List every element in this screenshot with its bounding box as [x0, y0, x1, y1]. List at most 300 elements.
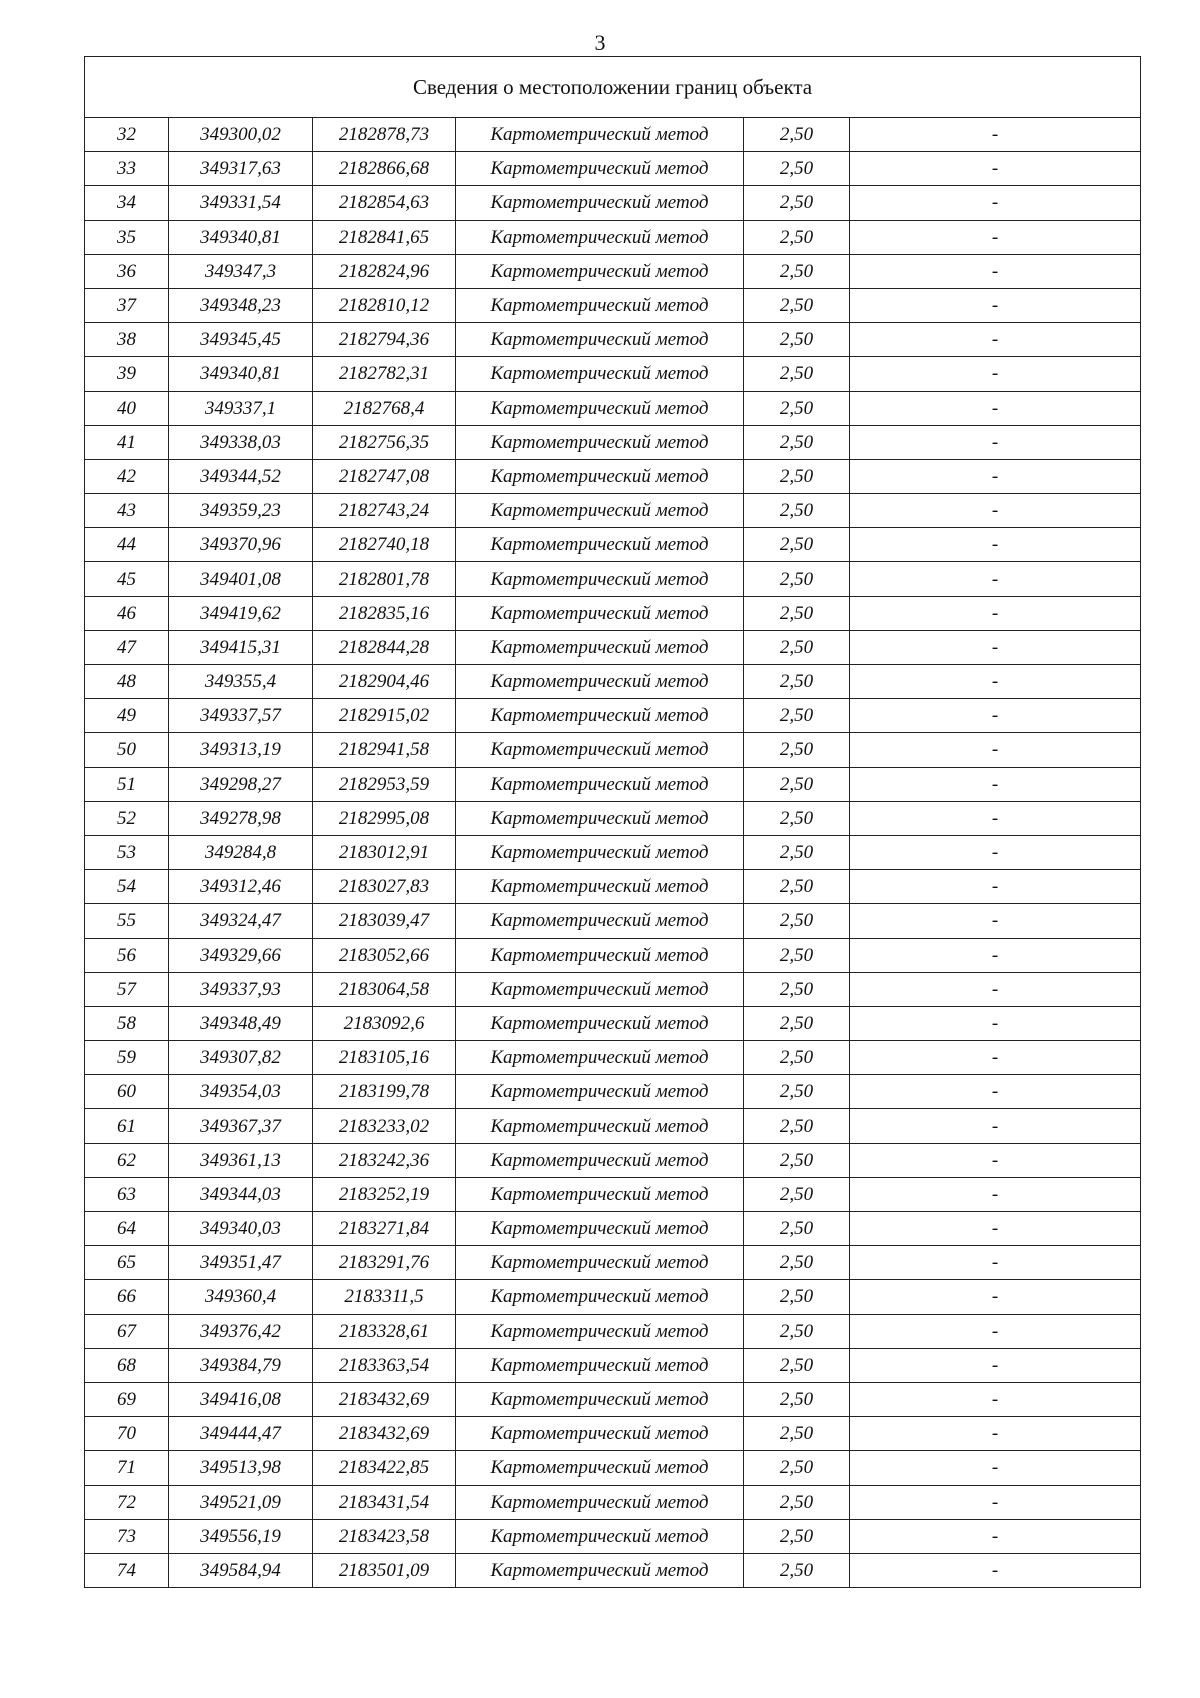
point-number-cell: 72 [85, 1485, 169, 1519]
x-coordinate-cell: 349351,47 [169, 1246, 313, 1280]
table-row [85, 1485, 1141, 1519]
table-row [85, 357, 1141, 391]
accuracy-cell: 2,50 [744, 357, 850, 391]
point-number-cell: 66 [85, 1280, 169, 1314]
y-coordinate-cell: 2183242,36 [313, 1143, 456, 1177]
x-coordinate-cell: 349401,08 [169, 562, 313, 596]
table-row [85, 1280, 1141, 1314]
accuracy-cell: 2,50 [744, 1348, 850, 1382]
y-coordinate-cell: 2182953,59 [313, 767, 456, 801]
table-row [85, 288, 1141, 322]
table-row [85, 459, 1141, 493]
point-number-cell: 54 [85, 870, 169, 904]
point-number-cell: 40 [85, 391, 169, 425]
accuracy-cell: 2,50 [744, 835, 850, 869]
description-cell: - [850, 459, 1141, 493]
accuracy-cell: 2,50 [744, 562, 850, 596]
accuracy-cell: 2,50 [744, 801, 850, 835]
table-row [85, 494, 1141, 528]
method-cell: Картометрический метод [456, 733, 744, 767]
y-coordinate-cell: 2183012,91 [313, 835, 456, 869]
y-coordinate-cell: 2183328,61 [313, 1314, 456, 1348]
description-cell: - [850, 391, 1141, 425]
description-cell: - [850, 528, 1141, 562]
accuracy-cell: 2,50 [744, 425, 850, 459]
x-coordinate-cell: 349416,08 [169, 1382, 313, 1416]
description-cell: - [850, 1177, 1141, 1211]
y-coordinate-cell: 2182743,24 [313, 494, 456, 528]
y-coordinate-cell: 2183233,02 [313, 1109, 456, 1143]
description-cell: - [850, 1041, 1141, 1075]
point-number-cell: 33 [85, 152, 169, 186]
table-row [85, 1348, 1141, 1382]
x-coordinate-cell: 349278,98 [169, 801, 313, 835]
description-cell: - [850, 596, 1141, 630]
page-number: 3 [594, 30, 606, 55]
x-coordinate-cell: 349340,03 [169, 1212, 313, 1246]
description-cell: - [850, 1109, 1141, 1143]
point-number-cell: 46 [85, 596, 169, 630]
description-cell: - [850, 870, 1141, 904]
point-number-cell: 73 [85, 1519, 169, 1553]
table-row [85, 665, 1141, 699]
y-coordinate-cell: 2182794,36 [313, 323, 456, 357]
table-row [85, 1006, 1141, 1040]
method-cell: Картометрический метод [456, 1246, 744, 1280]
accuracy-cell: 2,50 [744, 1314, 850, 1348]
y-coordinate-cell: 2183105,16 [313, 1041, 456, 1075]
x-coordinate-cell: 349376,42 [169, 1314, 313, 1348]
point-number-cell: 74 [85, 1553, 169, 1587]
y-coordinate-cell: 2182782,31 [313, 357, 456, 391]
accuracy-cell: 2,50 [744, 1177, 850, 1211]
table-row [85, 1553, 1141, 1587]
table-row [85, 904, 1141, 938]
accuracy-cell: 2,50 [744, 1246, 850, 1280]
x-coordinate-cell: 349344,52 [169, 459, 313, 493]
x-coordinate-cell: 349300,02 [169, 118, 313, 152]
description-cell: - [850, 1348, 1141, 1382]
method-cell: Картометрический метод [456, 801, 744, 835]
accuracy-cell: 2,50 [744, 733, 850, 767]
accuracy-cell: 2,50 [744, 1553, 850, 1587]
y-coordinate-cell: 2182844,28 [313, 630, 456, 664]
method-cell: Картометрический метод [456, 1041, 744, 1075]
method-cell: Картометрический метод [456, 459, 744, 493]
y-coordinate-cell: 2183199,78 [313, 1075, 456, 1109]
y-coordinate-cell: 2182810,12 [313, 288, 456, 322]
description-cell: - [850, 835, 1141, 869]
description-cell: - [850, 254, 1141, 288]
description-cell: - [850, 118, 1141, 152]
x-coordinate-cell: 349340,81 [169, 357, 313, 391]
x-coordinate-cell: 349419,62 [169, 596, 313, 630]
description-cell: - [850, 425, 1141, 459]
description-cell: - [850, 323, 1141, 357]
description-cell: - [850, 1006, 1141, 1040]
table-row [85, 220, 1141, 254]
point-number-cell: 63 [85, 1177, 169, 1211]
point-number-cell: 61 [85, 1109, 169, 1143]
point-number-cell: 53 [85, 835, 169, 869]
table-row [85, 938, 1141, 972]
point-number-cell: 65 [85, 1246, 169, 1280]
y-coordinate-cell: 2182801,78 [313, 562, 456, 596]
y-coordinate-cell: 2183311,5 [313, 1280, 456, 1314]
table-row [85, 425, 1141, 459]
method-cell: Картометрический метод [456, 1382, 744, 1416]
point-number-cell: 32 [85, 118, 169, 152]
y-coordinate-cell: 2183423,58 [313, 1519, 456, 1553]
x-coordinate-cell: 349348,23 [169, 288, 313, 322]
y-coordinate-cell: 2182866,68 [313, 152, 456, 186]
y-coordinate-cell: 2182941,58 [313, 733, 456, 767]
accuracy-cell: 2,50 [744, 1109, 850, 1143]
method-cell: Картометрический метод [456, 220, 744, 254]
table-row [85, 733, 1141, 767]
table-row [85, 323, 1141, 357]
point-number-cell: 50 [85, 733, 169, 767]
y-coordinate-cell: 2183422,85 [313, 1451, 456, 1485]
x-coordinate-cell: 349337,57 [169, 699, 313, 733]
table-row [85, 152, 1141, 186]
y-coordinate-cell: 2183363,54 [313, 1348, 456, 1382]
table-row [85, 801, 1141, 835]
x-coordinate-cell: 349359,23 [169, 494, 313, 528]
accuracy-cell: 2,50 [744, 459, 850, 493]
x-coordinate-cell: 349415,31 [169, 630, 313, 664]
method-cell: Картометрический метод [456, 528, 744, 562]
description-cell: - [850, 1519, 1141, 1553]
point-number-cell: 48 [85, 665, 169, 699]
x-coordinate-cell: 349367,37 [169, 1109, 313, 1143]
description-cell: - [850, 1314, 1141, 1348]
method-cell: Картометрический метод [456, 596, 744, 630]
x-coordinate-cell: 349513,98 [169, 1451, 313, 1485]
table-row [85, 391, 1141, 425]
table-row [85, 1417, 1141, 1451]
method-cell: Картометрический метод [456, 1451, 744, 1485]
y-coordinate-cell: 2183252,19 [313, 1177, 456, 1211]
description-cell: - [850, 904, 1141, 938]
method-cell: Картометрический метод [456, 767, 744, 801]
accuracy-cell: 2,50 [744, 767, 850, 801]
method-cell: Картометрический метод [456, 1006, 744, 1040]
description-cell: - [850, 1246, 1141, 1280]
accuracy-cell: 2,50 [744, 630, 850, 664]
table-row [85, 1109, 1141, 1143]
y-coordinate-cell: 2183271,84 [313, 1212, 456, 1246]
description-cell: - [850, 357, 1141, 391]
y-coordinate-cell: 2183432,69 [313, 1417, 456, 1451]
description-cell: - [850, 1553, 1141, 1587]
method-cell: Картометрический метод [456, 1109, 744, 1143]
point-number-cell: 62 [85, 1143, 169, 1177]
x-coordinate-cell: 349338,03 [169, 425, 313, 459]
accuracy-cell: 2,50 [744, 1382, 850, 1416]
table-row [85, 254, 1141, 288]
accuracy-cell: 2,50 [744, 904, 850, 938]
x-coordinate-cell: 349337,93 [169, 972, 313, 1006]
description-cell: - [850, 186, 1141, 220]
description-cell: - [850, 1075, 1141, 1109]
method-cell: Картометрический метод [456, 288, 744, 322]
description-cell: - [850, 562, 1141, 596]
description-cell: - [850, 938, 1141, 972]
y-coordinate-cell: 2182756,35 [313, 425, 456, 459]
x-coordinate-cell: 349355,4 [169, 665, 313, 699]
point-number-cell: 71 [85, 1451, 169, 1485]
x-coordinate-cell: 349370,96 [169, 528, 313, 562]
point-number-cell: 34 [85, 186, 169, 220]
point-number-cell: 52 [85, 801, 169, 835]
point-number-cell: 70 [85, 1417, 169, 1451]
accuracy-cell: 2,50 [744, 1519, 850, 1553]
table-row [85, 630, 1141, 664]
description-cell: - [850, 665, 1141, 699]
description-cell: - [850, 1143, 1141, 1177]
accuracy-cell: 2,50 [744, 870, 850, 904]
method-cell: Картометрический метод [456, 152, 744, 186]
point-number-cell: 69 [85, 1382, 169, 1416]
y-coordinate-cell: 2183092,6 [313, 1006, 456, 1040]
description-cell: - [850, 1212, 1141, 1246]
method-cell: Картометрический метод [456, 186, 744, 220]
table-row [85, 1519, 1141, 1553]
table-row [85, 186, 1141, 220]
y-coordinate-cell: 2182768,4 [313, 391, 456, 425]
y-coordinate-cell: 2183039,47 [313, 904, 456, 938]
x-coordinate-cell: 349444,47 [169, 1417, 313, 1451]
method-cell: Картометрический метод [456, 118, 744, 152]
x-coordinate-cell: 349584,94 [169, 1553, 313, 1587]
method-cell: Картометрический метод [456, 1314, 744, 1348]
method-cell: Картометрический метод [456, 1280, 744, 1314]
method-cell: Картометрический метод [456, 562, 744, 596]
x-coordinate-cell: 349329,66 [169, 938, 313, 972]
accuracy-cell: 2,50 [744, 288, 850, 322]
point-number-cell: 37 [85, 288, 169, 322]
method-cell: Картометрический метод [456, 699, 744, 733]
table-row [85, 1451, 1141, 1485]
method-cell: Картометрический метод [456, 1143, 744, 1177]
y-coordinate-cell: 2182747,08 [313, 459, 456, 493]
accuracy-cell: 2,50 [744, 528, 850, 562]
point-number-cell: 59 [85, 1041, 169, 1075]
description-cell: - [850, 1417, 1141, 1451]
point-number-cell: 56 [85, 938, 169, 972]
table-row [85, 835, 1141, 869]
point-number-cell: 67 [85, 1314, 169, 1348]
description-cell: - [850, 630, 1141, 664]
accuracy-cell: 2,50 [744, 1485, 850, 1519]
x-coordinate-cell: 349384,79 [169, 1348, 313, 1382]
point-number-cell: 49 [85, 699, 169, 733]
table-row [85, 528, 1141, 562]
point-number-cell: 43 [85, 494, 169, 528]
method-cell: Картометрический метод [456, 972, 744, 1006]
method-cell: Картометрический метод [456, 391, 744, 425]
accuracy-cell: 2,50 [744, 1041, 850, 1075]
x-coordinate-cell: 349324,47 [169, 904, 313, 938]
accuracy-cell: 2,50 [744, 323, 850, 357]
x-coordinate-cell: 349331,54 [169, 186, 313, 220]
boundary-coordinates-table [84, 56, 1141, 1588]
method-cell: Картометрический метод [456, 494, 744, 528]
accuracy-cell: 2,50 [744, 1451, 850, 1485]
description-cell: - [850, 1485, 1141, 1519]
point-number-cell: 57 [85, 972, 169, 1006]
point-number-cell: 39 [85, 357, 169, 391]
description-cell: - [850, 288, 1141, 322]
y-coordinate-cell: 2182841,65 [313, 220, 456, 254]
table-title: Сведения о местоположении границ объекта [85, 57, 1141, 118]
table-row [85, 1177, 1141, 1211]
table-row [85, 699, 1141, 733]
method-cell: Картометрический метод [456, 835, 744, 869]
accuracy-cell: 2,50 [744, 152, 850, 186]
point-number-cell: 64 [85, 1212, 169, 1246]
description-cell: - [850, 1451, 1141, 1485]
y-coordinate-cell: 2183432,69 [313, 1382, 456, 1416]
method-cell: Картометрический метод [456, 254, 744, 288]
y-coordinate-cell: 2182878,73 [313, 118, 456, 152]
x-coordinate-cell: 349340,81 [169, 220, 313, 254]
description-cell: - [850, 801, 1141, 835]
method-cell: Картометрический метод [456, 1485, 744, 1519]
point-number-cell: 68 [85, 1348, 169, 1382]
y-coordinate-cell: 2183064,58 [313, 972, 456, 1006]
point-number-cell: 44 [85, 528, 169, 562]
accuracy-cell: 2,50 [744, 186, 850, 220]
method-cell: Картометрический метод [456, 1177, 744, 1211]
y-coordinate-cell: 2182854,63 [313, 186, 456, 220]
accuracy-cell: 2,50 [744, 1075, 850, 1109]
x-coordinate-cell: 349521,09 [169, 1485, 313, 1519]
method-cell: Картометрический метод [456, 665, 744, 699]
x-coordinate-cell: 349556,19 [169, 1519, 313, 1553]
x-coordinate-cell: 349317,63 [169, 152, 313, 186]
x-coordinate-cell: 349361,13 [169, 1143, 313, 1177]
x-coordinate-cell: 349307,82 [169, 1041, 313, 1075]
description-cell: - [850, 699, 1141, 733]
x-coordinate-cell: 349345,45 [169, 323, 313, 357]
accuracy-cell: 2,50 [744, 972, 850, 1006]
accuracy-cell: 2,50 [744, 391, 850, 425]
table-row [85, 1075, 1141, 1109]
point-number-cell: 51 [85, 767, 169, 801]
y-coordinate-cell: 2182915,02 [313, 699, 456, 733]
accuracy-cell: 2,50 [744, 1280, 850, 1314]
y-coordinate-cell: 2182835,16 [313, 596, 456, 630]
x-coordinate-cell: 349313,19 [169, 733, 313, 767]
accuracy-cell: 2,50 [744, 118, 850, 152]
accuracy-cell: 2,50 [744, 1143, 850, 1177]
method-cell: Картометрический метод [456, 1519, 744, 1553]
description-cell: - [850, 220, 1141, 254]
table-row [85, 870, 1141, 904]
accuracy-cell: 2,50 [744, 254, 850, 288]
table-header-row [85, 57, 1141, 118]
description-cell: - [850, 1382, 1141, 1416]
y-coordinate-cell: 2183027,83 [313, 870, 456, 904]
table-row [85, 1382, 1141, 1416]
table-row [85, 972, 1141, 1006]
point-number-cell: 36 [85, 254, 169, 288]
method-cell: Картометрический метод [456, 630, 744, 664]
accuracy-cell: 2,50 [744, 699, 850, 733]
x-coordinate-cell: 349354,03 [169, 1075, 313, 1109]
y-coordinate-cell: 2182740,18 [313, 528, 456, 562]
method-cell: Картометрический метод [456, 357, 744, 391]
accuracy-cell: 2,50 [744, 665, 850, 699]
table-row [85, 118, 1141, 152]
method-cell: Картометрический метод [456, 938, 744, 972]
accuracy-cell: 2,50 [744, 1212, 850, 1246]
point-number-cell: 41 [85, 425, 169, 459]
y-coordinate-cell: 2183052,66 [313, 938, 456, 972]
point-number-cell: 58 [85, 1006, 169, 1040]
method-cell: Картометрический метод [456, 1348, 744, 1382]
table-row [85, 596, 1141, 630]
accuracy-cell: 2,50 [744, 1006, 850, 1040]
y-coordinate-cell: 2182995,08 [313, 801, 456, 835]
accuracy-cell: 2,50 [744, 596, 850, 630]
y-coordinate-cell: 2182904,46 [313, 665, 456, 699]
y-coordinate-cell: 2182824,96 [313, 254, 456, 288]
table-row [85, 1212, 1141, 1246]
x-coordinate-cell: 349298,27 [169, 767, 313, 801]
point-number-cell: 55 [85, 904, 169, 938]
description-cell: - [850, 733, 1141, 767]
x-coordinate-cell: 349348,49 [169, 1006, 313, 1040]
description-cell: - [850, 152, 1141, 186]
method-cell: Картометрический метод [456, 870, 744, 904]
accuracy-cell: 2,50 [744, 494, 850, 528]
point-number-cell: 45 [85, 562, 169, 596]
y-coordinate-cell: 2183431,54 [313, 1485, 456, 1519]
table-row [85, 767, 1141, 801]
table-row [85, 1041, 1141, 1075]
point-number-cell: 38 [85, 323, 169, 357]
method-cell: Картометрический метод [456, 1553, 744, 1587]
x-coordinate-cell: 349284,8 [169, 835, 313, 869]
y-coordinate-cell: 2183501,09 [313, 1553, 456, 1587]
method-cell: Картометрический метод [456, 1212, 744, 1246]
point-number-cell: 42 [85, 459, 169, 493]
x-coordinate-cell: 349337,1 [169, 391, 313, 425]
description-cell: - [850, 1280, 1141, 1314]
x-coordinate-cell: 349344,03 [169, 1177, 313, 1211]
y-coordinate-cell: 2183291,76 [313, 1246, 456, 1280]
table-row [85, 1314, 1141, 1348]
method-cell: Картометрический метод [456, 1075, 744, 1109]
accuracy-cell: 2,50 [744, 220, 850, 254]
description-cell: - [850, 972, 1141, 1006]
accuracy-cell: 2,50 [744, 938, 850, 972]
x-coordinate-cell: 349360,4 [169, 1280, 313, 1314]
x-coordinate-cell: 349312,46 [169, 870, 313, 904]
method-cell: Картометрический метод [456, 425, 744, 459]
method-cell: Картометрический метод [456, 323, 744, 357]
x-coordinate-cell: 349347,3 [169, 254, 313, 288]
description-cell: - [850, 767, 1141, 801]
description-cell: - [850, 494, 1141, 528]
table-row [85, 1143, 1141, 1177]
method-cell: Картометрический метод [456, 1417, 744, 1451]
table-row [85, 1246, 1141, 1280]
point-number-cell: 47 [85, 630, 169, 664]
